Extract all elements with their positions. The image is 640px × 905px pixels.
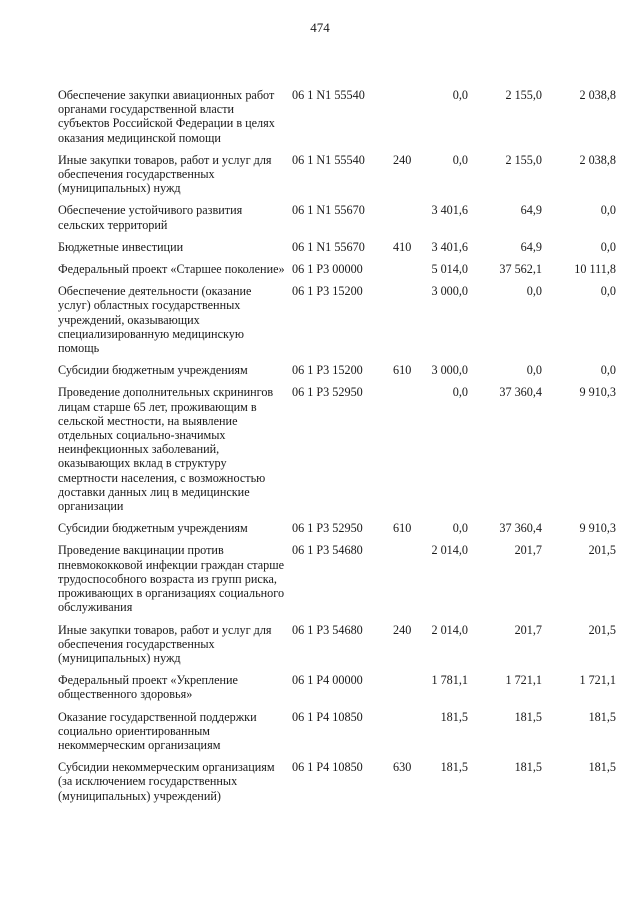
row-name: Обеспечение закупки авиационных работ органами государственной власти субъектов Российской Федерации в целях оказания медицинской помощи	[58, 88, 275, 145]
table-row	[58, 284, 618, 355]
row-value-3: 9 910,3	[579, 521, 616, 536]
row-name: Иные закупки товаров, работ и услуг для обеспечения государственных (муниципальных) нужд	[58, 622, 272, 665]
budget-table	[58, 88, 618, 811]
row-value-1: 2 014,0	[431, 622, 468, 637]
row-value-3: 0,0	[600, 284, 616, 299]
row-name: Бюджетные инвестиции	[58, 239, 184, 254]
row-value-2: 0,0	[526, 284, 542, 299]
row-name: Проведение вакцинации против пневмококковой инфекции граждан старше трудоспособного возраста из групп риска, проживающих в организациях социального обслуживания	[58, 543, 285, 615]
row-name: Субсидии некоммерческим организациям (за исключением государственных (муниципальных) учреждений)	[58, 760, 275, 803]
row-value-3: 201,5	[588, 543, 616, 558]
row-value-1: 1 781,1	[431, 673, 468, 688]
row-value-2: 2 155,0	[505, 88, 542, 102]
row-code: 06 1 P3 00000	[292, 262, 363, 277]
row-code: 06 1 P3 52950	[292, 521, 363, 536]
row-value-3: 2 038,8	[579, 152, 616, 167]
row-value-1: 3 000,0	[431, 363, 468, 378]
row-value-2: 181,5	[514, 760, 542, 775]
table-row	[58, 543, 618, 614]
row-value-3: 9 910,3	[579, 385, 616, 400]
table-row	[58, 673, 618, 701]
row-value-1: 3 401,6	[431, 203, 468, 218]
row-code: 06 1 P3 54680	[292, 622, 363, 637]
row-value-1: 2 014,0	[431, 543, 468, 558]
row-value-3: 0,0	[600, 363, 616, 378]
row-name: Федеральный проект «Укрепление общественного здоровья»	[58, 673, 238, 702]
row-value-2: 37 562,1	[499, 262, 542, 277]
row-value-2: 2 155,0	[505, 152, 542, 167]
table-row	[58, 521, 618, 535]
row-kvr: 610	[393, 363, 412, 378]
row-value-2: 201,7	[514, 622, 542, 637]
row-value-1: 181,5	[440, 709, 468, 724]
row-value-2: 181,5	[514, 709, 542, 724]
row-value-1: 181,5	[440, 760, 468, 775]
row-name: Федеральный проект «Старшее поколение»	[58, 262, 285, 277]
row-kvr: 240	[393, 152, 412, 167]
row-value-1: 0,0	[452, 152, 468, 167]
row-code: 06 1 P3 15200	[292, 284, 363, 299]
row-value-2: 1 721,1	[505, 673, 542, 688]
row-value-1: 3 401,6	[431, 239, 468, 254]
row-name: Иные закупки товаров, работ и услуг для обеспечения государственных (муниципальных) нужд	[58, 152, 272, 196]
table-row	[58, 623, 618, 666]
row-code: 06 1 P4 10850	[292, 760, 363, 775]
row-value-3: 2 038,8	[579, 88, 616, 102]
table-row	[58, 385, 618, 513]
row-value-2: 37 360,4	[499, 385, 542, 400]
row-value-3: 201,5	[588, 622, 616, 637]
row-value-3: 1 721,1	[579, 673, 616, 688]
row-kvr: 610	[393, 521, 412, 536]
table-row	[58, 88, 618, 145]
row-value-2: 201,7	[514, 543, 542, 558]
row-name: Проведение дополнительных скринингов лицам старше 65 лет, проживающим в сельской местности, на выявление отдельных социально-значимых неинфекционных заболеваний, оказывающих вклад в структуру смертности населения, с возможностью доставки данных лиц в медицинские организации	[58, 385, 274, 514]
row-value-2: 37 360,4	[499, 521, 542, 536]
page-number: 474	[310, 20, 330, 35]
table-row	[58, 760, 618, 803]
row-name: Субсидии бюджетным учреждениям	[58, 363, 248, 378]
row-value-3: 0,0	[600, 239, 616, 254]
row-value-3: 181,5	[588, 709, 616, 724]
row-code: 06 1 P3 54680	[292, 543, 363, 558]
row-value-3: 181,5	[588, 760, 616, 775]
row-value-1: 3 000,0	[431, 284, 468, 299]
row-value-2: 64,9	[520, 203, 542, 218]
row-name: Оказание государственной поддержки социально ориентированным некоммерческим организациям	[58, 709, 257, 752]
table-row	[58, 153, 618, 196]
row-code: 06 1 P4 00000	[292, 673, 363, 688]
row-kvr: 240	[393, 622, 412, 637]
row-value-3: 10 111,8	[574, 262, 616, 277]
row-value-3: 0,0	[600, 203, 616, 218]
row-code: 06 1 N1 55670	[292, 239, 365, 254]
row-name: Обеспечение устойчивого развития сельских территорий	[58, 203, 243, 232]
table-row	[58, 363, 618, 377]
row-kvr: 410	[393, 239, 412, 254]
row-value-1: 0,0	[452, 521, 468, 536]
table-row	[58, 203, 618, 231]
row-kvr: 630	[393, 760, 412, 775]
row-code: 06 1 P4 10850	[292, 709, 363, 724]
table-row	[58, 262, 618, 276]
row-name: Обеспечение деятельности (оказание услуг) областных государственных учреждений, оказывающих специализированную медицинскую помощь	[58, 284, 252, 356]
row-code: 06 1 P3 15200	[292, 363, 363, 378]
row-code: 06 1 N1 55540	[292, 152, 365, 167]
table-row	[58, 710, 618, 753]
row-code: 06 1 P3 52950	[292, 385, 363, 400]
row-code: 06 1 N1 55540	[292, 88, 365, 102]
row-value-1: 0,0	[452, 88, 468, 102]
row-value-1: 0,0	[452, 385, 468, 400]
row-value-2: 64,9	[520, 239, 542, 254]
row-code: 06 1 N1 55670	[292, 203, 365, 218]
row-name: Субсидии бюджетным учреждениям	[58, 521, 248, 536]
table-row	[58, 240, 618, 254]
row-value-1: 5 014,0	[431, 262, 468, 277]
row-value-2: 0,0	[526, 363, 542, 378]
